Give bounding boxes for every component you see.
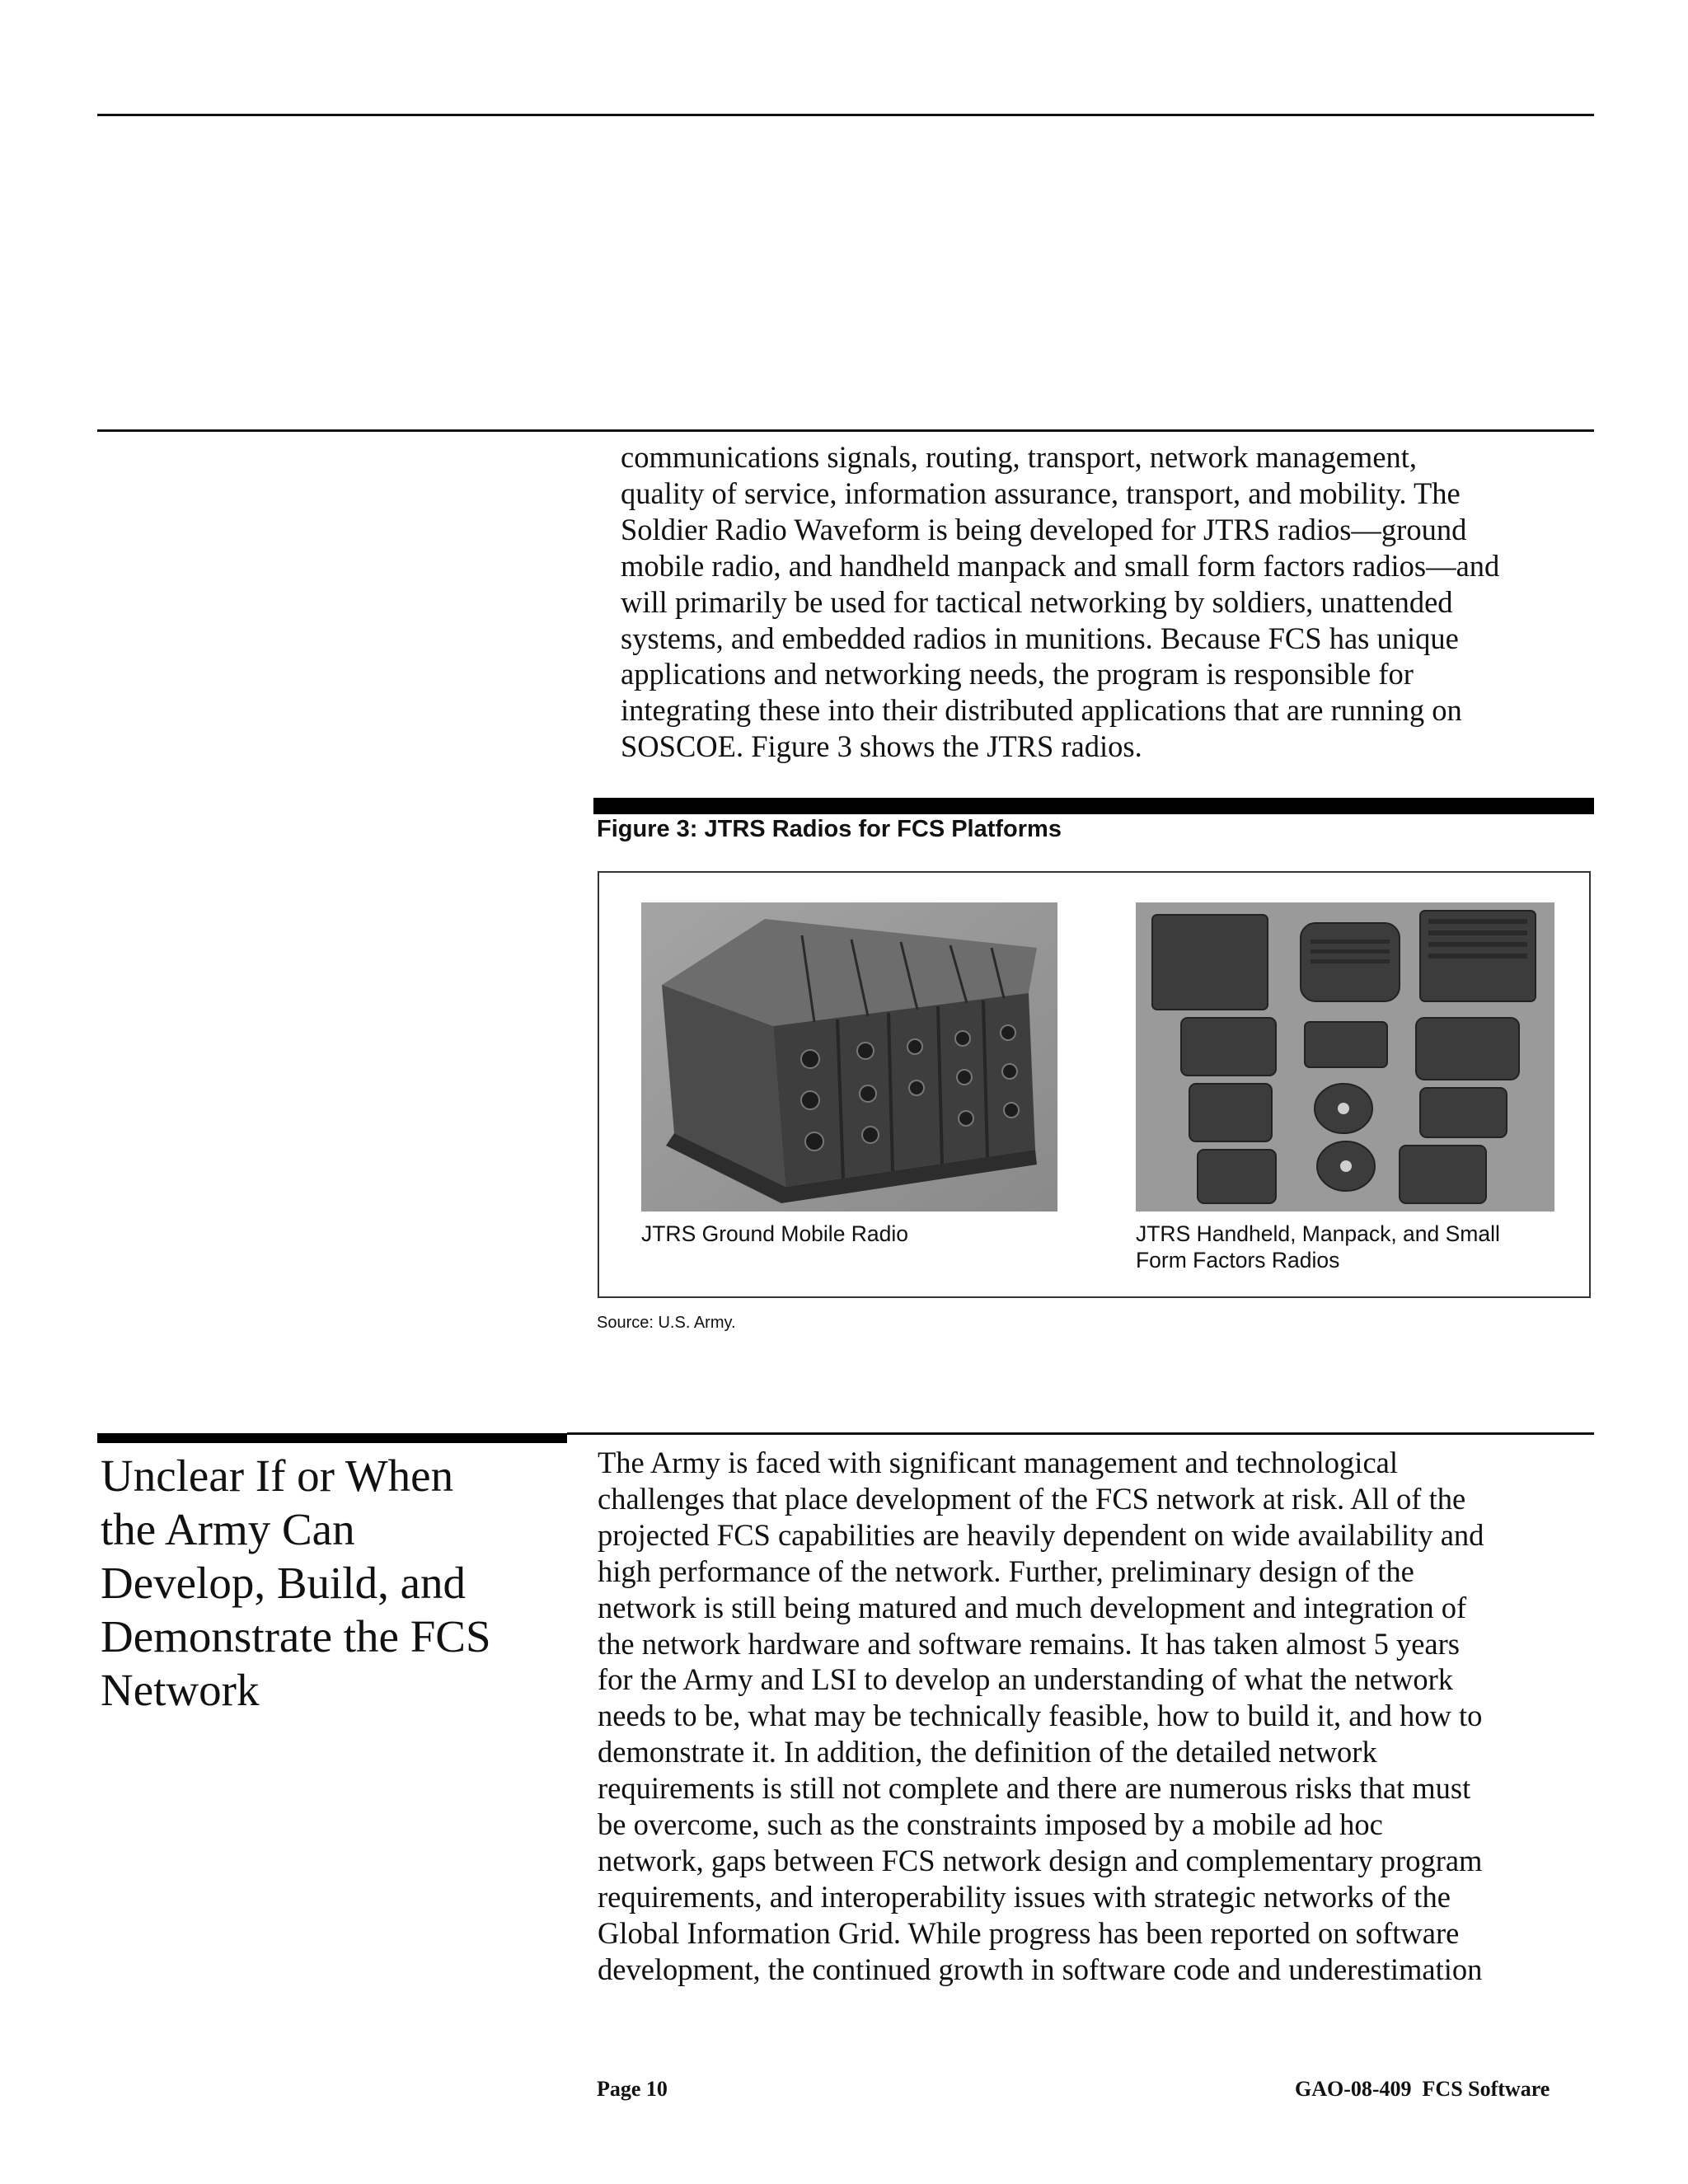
footer-report-id: GAO-08-409 FCS Software (1295, 2077, 1550, 2101)
body-paragraph-1: communications signals, routing, transport, network management, quality of service, information assurance, transport, and mobility. The Soldier Radio Waveform is being developed for JTRS radios—ground mobile radio, and handheld manpack and small form factors radios—and will primarily be used for tactical networking by soldiers, unattended systems, and embedded radios in munitions. Because FCS has unique applications and networking needs, the program is responsible for integrating these into their distributed applications that are running on SOSCOE. Figure 3 shows the JTRS radios. (621, 440, 1500, 764)
side-heading-rule (567, 1432, 1594, 1435)
figure-box (598, 871, 1591, 1298)
handheld-radios-illustration (1136, 902, 1554, 1212)
side-heading-bar (97, 1433, 567, 1443)
footer-page-number: Page 10 (597, 2077, 668, 2101)
figure-title: Figure 3: JTRS Radios for FCS Platforms (597, 816, 1062, 842)
side-heading: Unclear If or When the Army Can Develop, Build, and Demonstrate the FCS Network (101, 1451, 491, 1715)
caption-ground-mobile-radio: JTRS Ground Mobile Radio (641, 1221, 909, 1246)
top-rule (97, 114, 1594, 116)
section-rule (97, 429, 1594, 432)
handheld-radios-photo (1136, 902, 1554, 1212)
figure-bar (593, 798, 1594, 814)
figure-source-note: Source: U.S. Army. (597, 1314, 736, 1332)
body-paragraph-2: The Army is faced with significant management and technological challenges that place development of the FCS network at risk. All of the projected FCS capabilities are heavily dependent on wide availability and high performance of the network. Further, preliminary design of the network is still being matured and much development and integration of the network hardware and software remains. It has taken almost 5 years for the Army and LSI to develop an understanding of what the network needs to be, what may be technically feasible, how to build it, and how to demonstrate it. In addition, the definition of the detailed network requirements is still not complete and there are numerous risks that must be overcome, such as the constraints imposed by a mobile ad hoc network, gaps between FCS network design and complementary program requirements, and interoperability issues with strategic networks of the Global Information Grid. While progress has been reported on software development, the continued growth in software code and underestimation (598, 1446, 1484, 1986)
ground-mobile-radio-photo (641, 902, 1057, 1212)
caption-handheld-radios: JTRS Handheld, Manpack, and Small Form Factors Radios (1136, 1221, 1500, 1272)
ground-mobile-radio-illustration (641, 902, 1057, 1212)
